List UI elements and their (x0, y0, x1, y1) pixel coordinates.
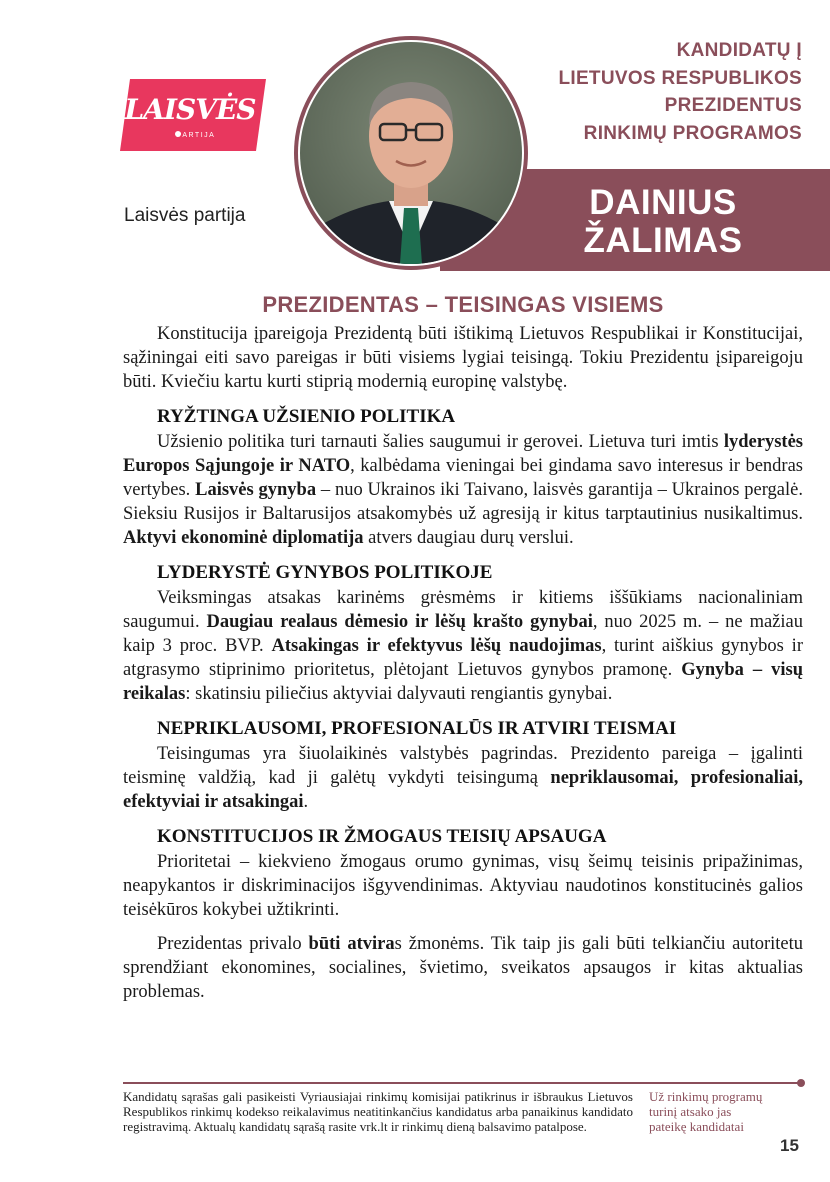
page-number: 15 (780, 1136, 799, 1155)
heading-courts: NEPRIKLAUSOMI, PROFESIONALŪS IR ATVIRI TEISMAI (157, 718, 677, 739)
paragraph-defence-policy: Veiksmingas atsakas karinėms grėsmėms ir kitiems iššūkiams nacionaliniam saugumui. Daugiau realaus dėmesio ir lėšų krašto gynybai, nuo 2025 m. – ne mažiau kaip 3 proc. BVP. Atsakingas ir efektyvus lėšų naudojimas, turint aiškius gynybos ir atgrasymo stiprinimo prioritetus, plėtojant Lietuvos gynybos pramonę. Gynyba – visų reikalas: skatinsiu piliečius aktyviai dalyvauti rengiantis gynybai. (123, 588, 803, 704)
program-content (123, 322, 803, 1014)
title-line: RINKIMŲ PROGRAMOS (583, 122, 802, 144)
closing-paragraph: Prezidentas privalo būti atviras žmonėms. Tik taip jis gali būti telkiančiu autoritetu sprendžiant ekonomines, socialines, švietimo, sveikatos apsaugos ir kitas aktualias problemas. (123, 934, 804, 1002)
title-line: PREZIDENTUS (664, 95, 802, 116)
party-name: Laisvės partija (124, 205, 246, 226)
logo-subtext: PARTIJA (176, 132, 216, 139)
candidate-name (550, 184, 776, 260)
title-line: LIETUVOS RESPUBLIKOS (558, 67, 802, 89)
paragraph-courts: Teisingumas yra šiuolaikinės valstybės pagrindas. Prezidento pareiga – įgalinti teisminę valdžią, kad ji galėtų vykdyti teisingumą nepriklausomai, profesionaliai, efektyviai ir atsakingai. (123, 744, 803, 812)
heading-defence-policy: LYDERYSTĖ GYNYBOS POLITIKOJE (157, 562, 493, 583)
footer-disclaimer: Už rinkimų programų turinį atsako jas pateikę kandidatai (649, 1089, 763, 1134)
intro-paragraph: Konstitucija įpareigoja Prezidentą būti ištikimą Lietuvos Respublikai ir Konstitucijai, sąžiningai eiti savo pareigas ir būti visiems lygiai teisingą. Tokiu Prezidentu įsipareigoju būti. Kviečiu kartu kurti stiprią modernią europinę valstybę. (123, 324, 803, 392)
candidate-portrait (294, 36, 528, 270)
name-line: DAINIUS (589, 183, 737, 222)
document-title (502, 37, 802, 147)
title-line: KANDIDATŲ Į (676, 40, 802, 61)
paragraph-foreign-policy: Užsienio politika turi tarnauti šalies saugumui ir gerovei. Lietuva turi imtis lyderystės Europos Sąjungoje ir NATO, kalbėdama vieningai bei gindama savo interesus ir bendras vertybes. Laisvės gynyba – nuo Ukrainos iki Taivano, laisvės garantija – Ukrainos pergalė. Sieksiu Rusijos ir Baltarusijos atsakomybės už agresiją ir kitus tarptautinius nusikaltimus. Aktyvi ekonominė diplomatija atvers daugiau durų verslui. (123, 432, 803, 548)
heading-constitution: KONSTITUCIJOS IR ŽMOGAUS TEISIŲ APSAUGA (157, 826, 607, 847)
heading-foreign-policy: RYŽTINGA UŽSIENIO POLITIKA (157, 406, 456, 427)
section-title: PREZIDENTAS – TEISINGAS VISIEMS (262, 292, 664, 317)
footer-divider-dot (797, 1079, 805, 1087)
paragraph-constitution: Prioritetai – kiekvieno žmogaus orumo gynimas, visų šeimų teisinis pripažinimas, neapykantos ir diskriminacijos išgyvendinimas. Aktyviau naudotinos konstitucinės galios teisėkūros kokybei užtikrinti. (123, 852, 803, 920)
laisves-party-logo (120, 79, 266, 151)
footer-note: Kandidatų sąrašas gali pasikeisti Vyriausiajai rinkimų komisijai patikrinus ir išbraukus Lietuvos Respublikos rinkimų kodekso reikalavimus neatitinkančius kandidatus arba panaikinus kandidato registravimą. Aktualų kandidatų sąrašą rasite vrk.lt ir rinkimų dieną balsavimo patalpose. (123, 1089, 633, 1134)
name-line: ŽALIMAS (583, 221, 743, 260)
footer-divider (123, 1082, 803, 1084)
logo-text: LAISVĖS (124, 93, 256, 126)
